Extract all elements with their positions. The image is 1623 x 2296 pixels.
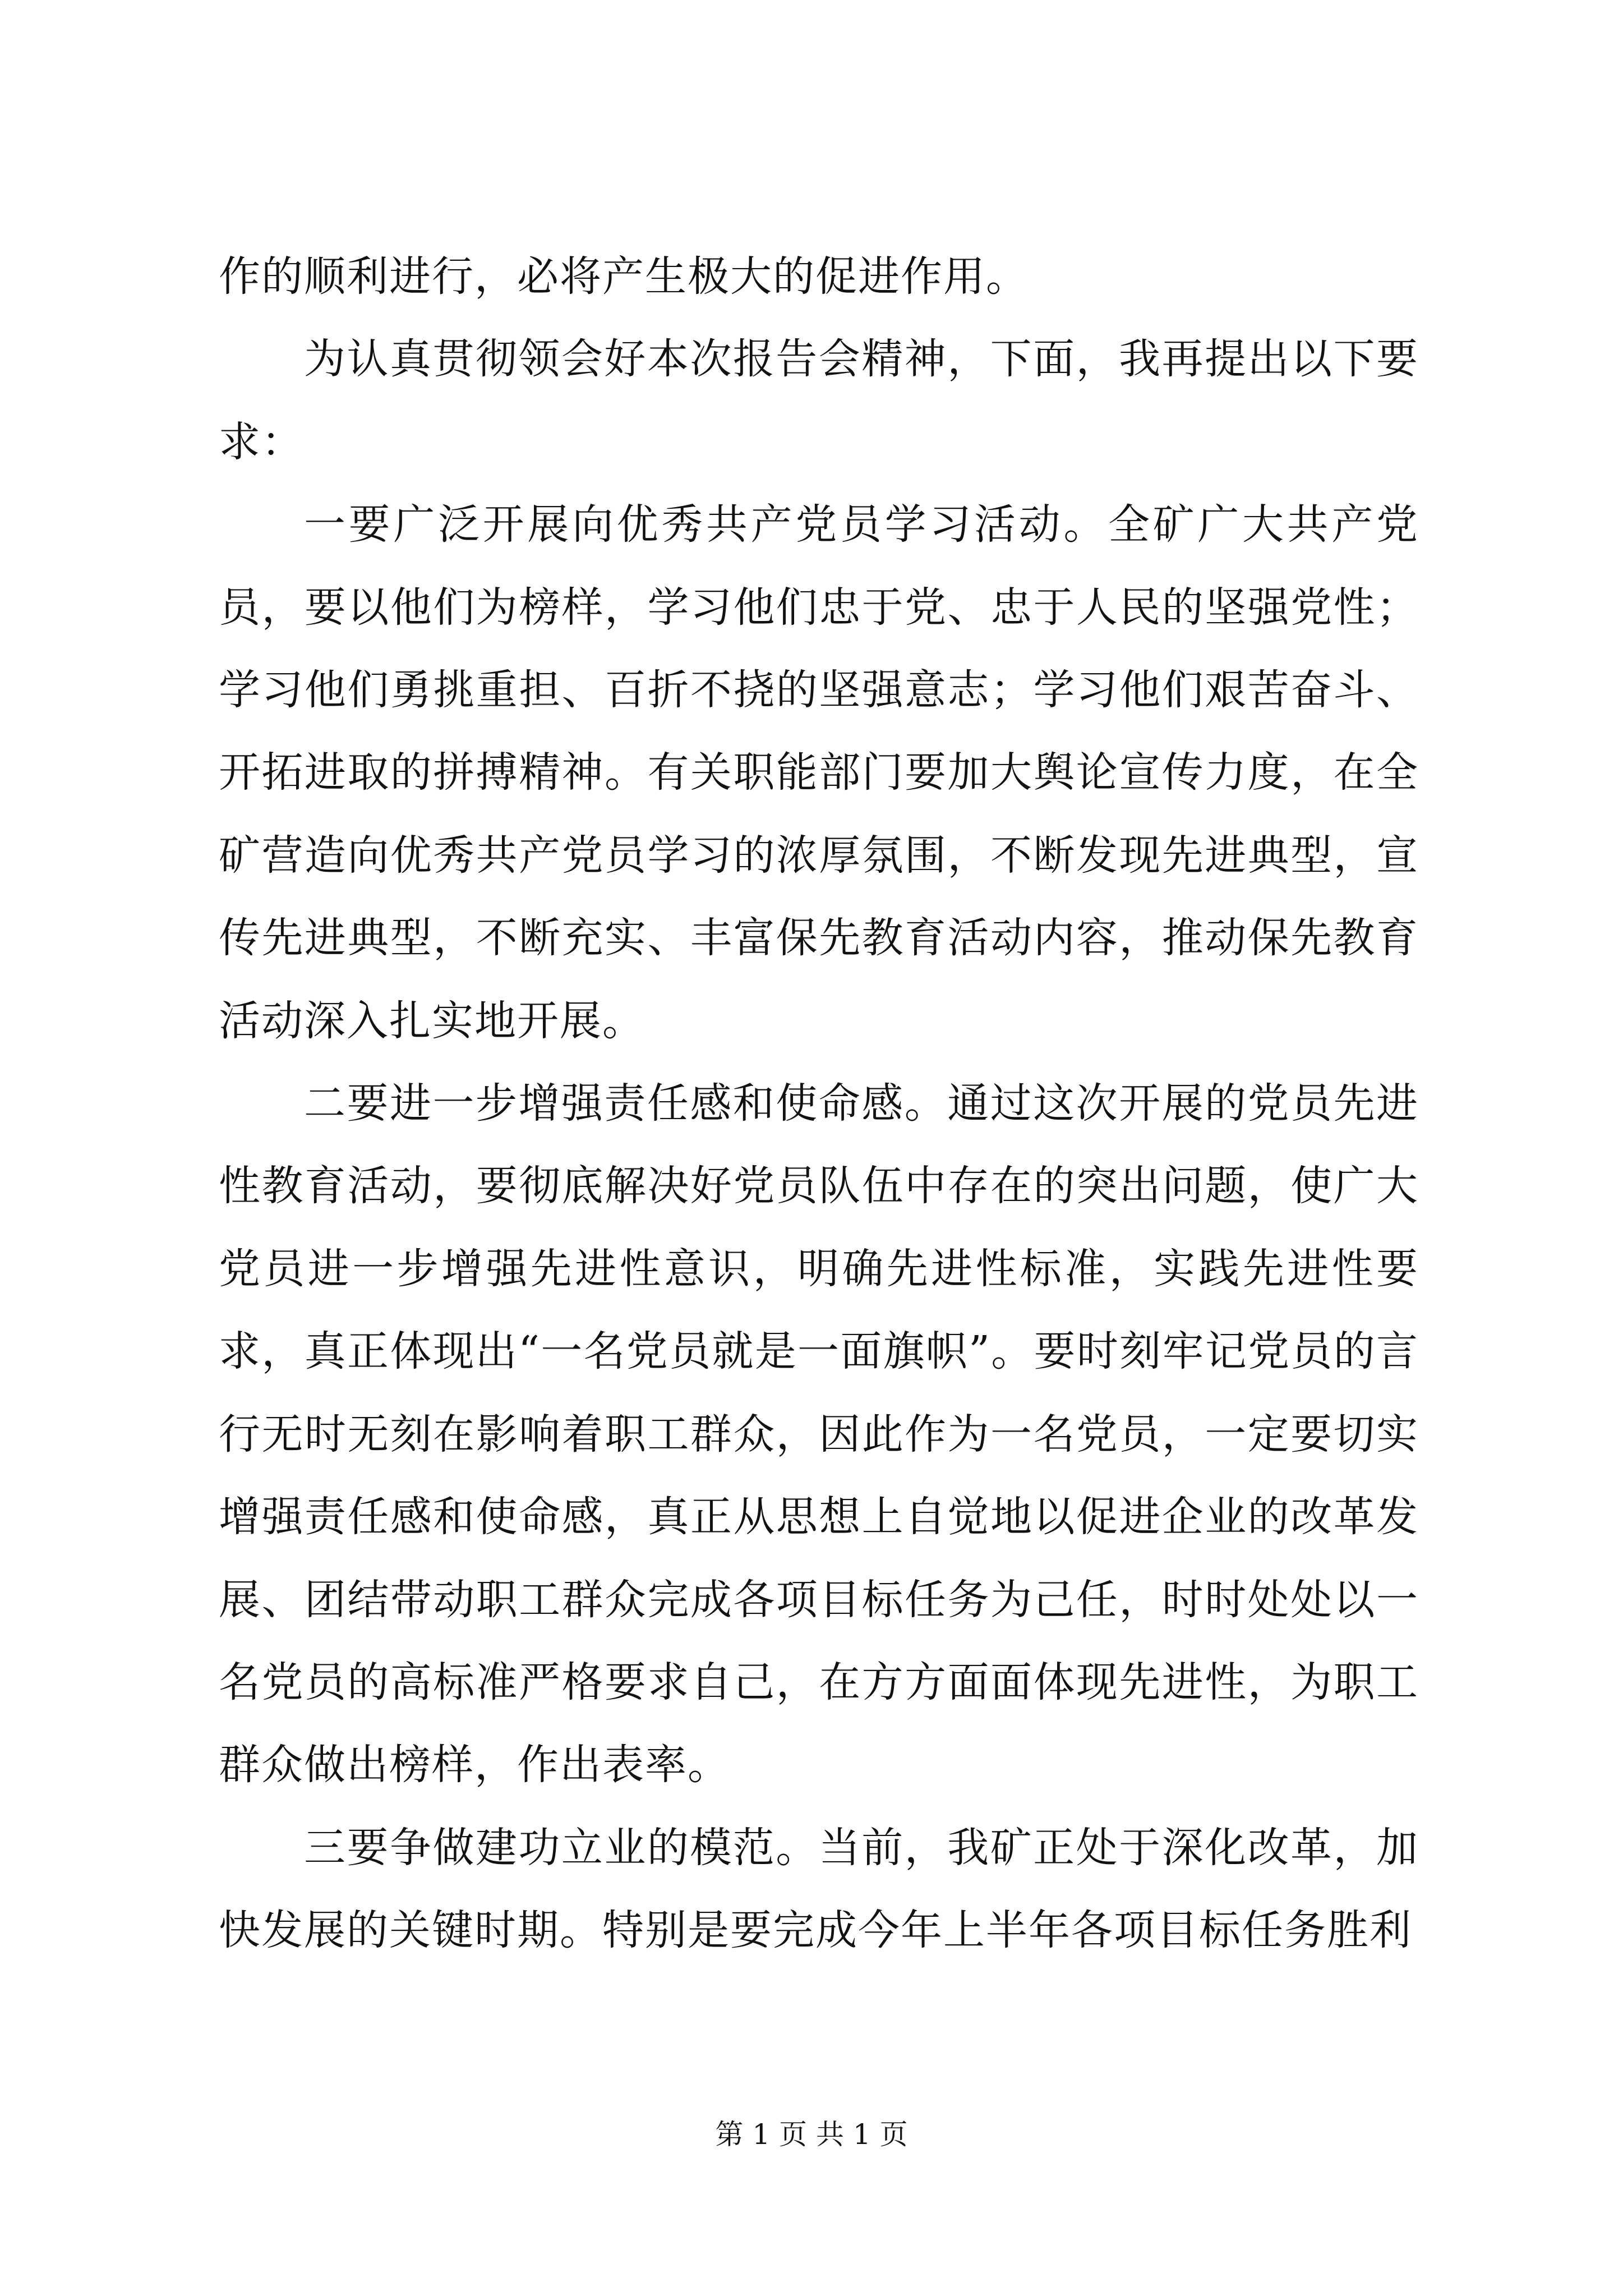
paragraph-continuation: 作的顺利进行，必将产生极大的促进作用。 [219,252,1029,301]
page-footer: 第 1 页 共 1 页 [715,2118,908,2151]
paragraph-requirement-three: 三要争做建功立业的模范。当前，我矿正处于深化改革，加快发展的关键时期。特别是要完成今年上半年各项目标任务胜利 [219,1823,1419,1955]
paragraph-requirements-intro: 为认真贯彻领会好本次报告会精神，下面，我再提出以下要求： [219,335,1419,466]
paragraph-requirement-one: 一要广泛开展向优秀共产党员学习活动。全矿广大共产党员，要以他们为榜样，学习他们忠于党、忠于人民的坚强党性；学习他们勇挑重担、百折不挠的坚强意志；学习他们艰苦奋斗、开拓进取的拼搏精神。有关职能部门要加大舆论宣传力度，在全矿营造向优秀共产党员学习的浓厚氛围，不断发现先进典型，宣传先进典型，不断充实、丰富保先教育活动内容，推动保先教育活动深入扎实地开展。 [219,500,1419,1045]
document-body [219,236,1419,1972]
paragraph-requirement-two: 二要进一步增强责任感和使命感。通过这次开展的党员先进性教育活动，要彻底解决好党员队伍中存在的突出问题，使广大党员进一步增强先进性意识，明确先进性标准，实践先进性要求，真正体现出“一名党员就是一面旗帜”。要时刻牢记党员的言行无时无刻在影响着职工群众，因此作为一名党员，一定要切实增强责任感和使命感，真正从思想上自觉地以促进企业的改革发展、团结带动职工群众完成各项目标任务为己任，时时处处以一名党员的高标准严格要求自己，在方方面面体现先进性，为职工群众做出榜样，作出表率。 [219,1079,1419,1789]
